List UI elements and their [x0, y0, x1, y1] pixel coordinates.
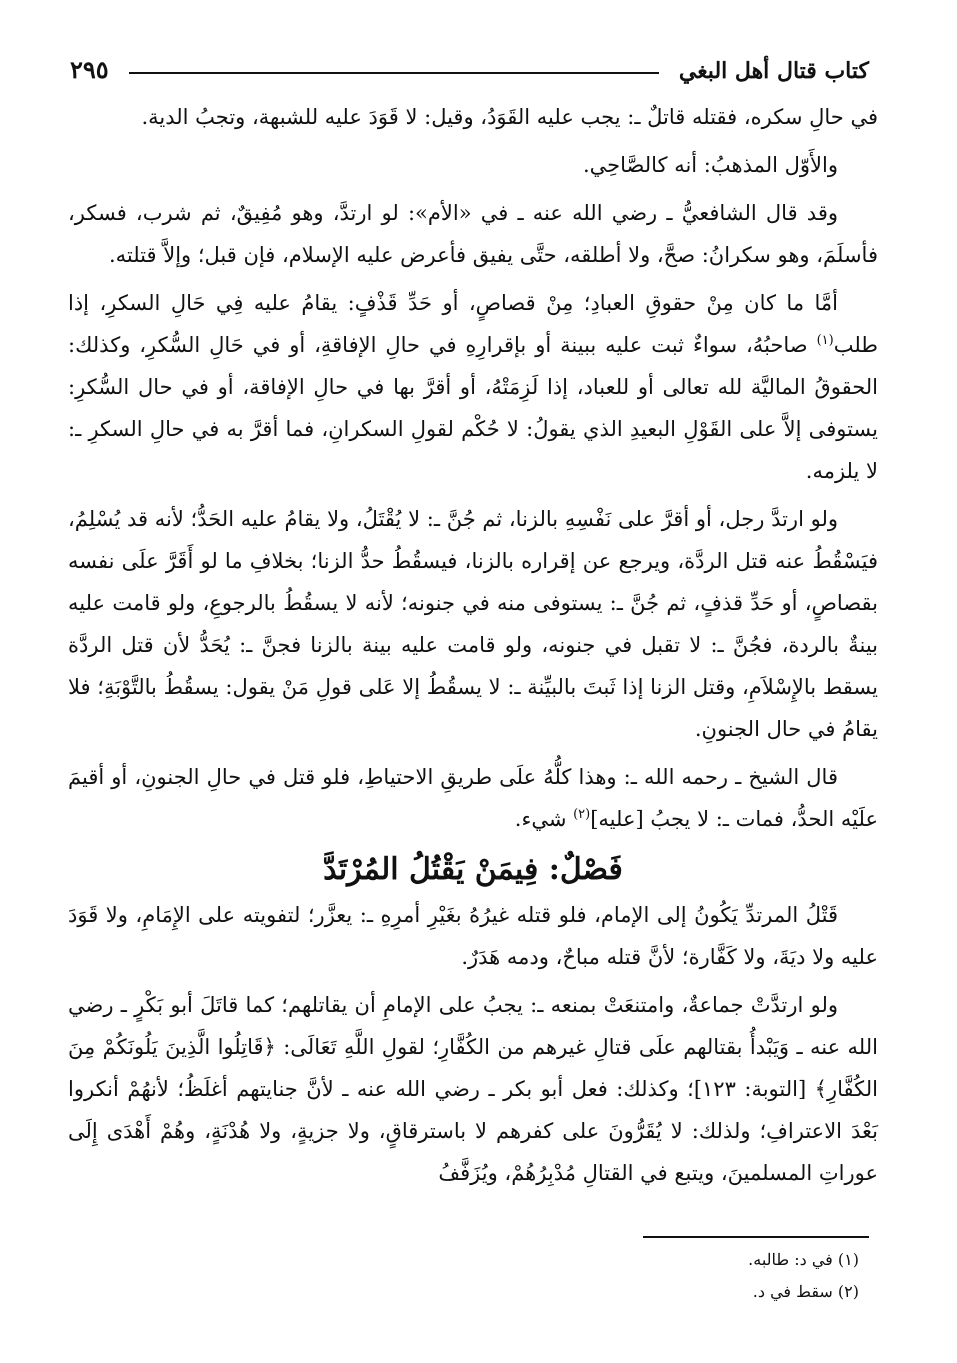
- footnotes: [99, 1244, 859, 1308]
- paragraph-5: ولو ارتدَّ رجل، أو أقرَّ على نَفْسِهِ بالزنا، ثم جُنَّ ـ: لا يُقْتَلُ، ولا يقامُ عليه الحَدُّ؛ لأنه قد يُسْلِمُ، فيَسْقُطُ عنه قتل الردَّة، ويرجع عن إقراره بالزنا، فيسقُطُ حدُّ الزنا؛ بخلافِ ما لو أَقَرَّ علَى نفسه بقصاصٍ، أو حَدِّ قذفٍ، ثم جُنَّ ـ: يستوفى منه في جنونه؛ لأنه لا يسقُطُ بالرجوعِ، ولو قامت عليه بينةٌ بالردة، فجُنَّ ـ: لا تقبل في جنونه، ولو قامت عليه بينة بالزنا فجنَّ ـ: يُحَدُّ لأن قتل الردَّة يسقط بالإِسْلاَمِ، وقتل الزنا إذا ثَبتَ بالبيِّنة ـ: لا يسقُطُ إلا عَلى قولِ مَنْ يقول: يسقُطُ بالتَّوْبَةِ؛ فلا يقامُ في حال الجنونِ.: [68, 507, 879, 741]
- footnote-rule: [643, 1236, 869, 1238]
- footnote-2: (٢) سقط في د.: [752, 1282, 859, 1301]
- paragraph-8: ولو ارتدَّتْ جماعةٌ، وامتنعَتْ بمنعه ـ: يجبُ على الإمامِ أن يقاتلهم؛ كما قاتَلَ أبو بَكْرٍ ـ رضي الله عنه ـ وَيَبْدأُ بقتالهم علَى قتالِ غيرهم من الكُفَّارِ؛ لقولِ اللَّهِ تَعَالَى: ﴿قَاتِلُوا الَّذِينَ يَلُونَكُمْ مِنَ الكُفَّارِ﴾ [التوبة: ١٢٣]؛ وكذلك: فعل أبو بكر ـ رضي الله عنه ـ لأنَّ جنايتهم أغلَظُ؛ لأنهُمْ أنكروا بَعْدَ الاعترافِ؛ ولذلك: لا يُقَرُّونَ على كفرهم لا باسترقاقٍ، ولا جزيةٍ، ولا هُدْنَةٍ، وهُمْ أَهْدَى إِلَى عوراتِ المسلمينَ، ويتبع في القتالِ مُدْبِرُهُمْ، ويُزَفَّفُ: [68, 993, 878, 1185]
- book-title: كتاب قتال أهل البغي: [678, 58, 869, 84]
- paragraph-6: [68, 756, 878, 840]
- main-text: [68, 96, 878, 1200]
- footnote-1: (١) في د: طالبه.: [748, 1250, 859, 1269]
- paragraph-3: وقد قال الشافعيُّ ـ رضي الله عنه ـ في «الأم»: لو ارتدَّ، وهو مُفِيقٌ، ثم شرب، فسكر، فأسلَمَ، وهو سكرانُ: صحَّ، ولا أطلقه، حتَّى يفيق فأعرض عليه الإسلام، فإن قبل؛ وإلاَّ قتلته.: [68, 201, 878, 267]
- paragraph-4: [68, 282, 878, 492]
- running-header: [70, 44, 869, 84]
- footnote-ref-2: (٢): [573, 807, 591, 822]
- footnote-ref-1: (١): [816, 333, 834, 348]
- paragraph-4-part-a: أمَّا ما كان مِنْ حقوقِ العبادِ؛ مِنْ قصاصٍ، أو حَدِّ قَذْفٍ: يقامُ عليه فِي حَالِ السكرِ، إذا طلب: [68, 291, 878, 357]
- header-rule: [129, 72, 659, 74]
- paragraph-2: والأَوّل المذهبُ: أنه كالصَّاحِي.: [582, 153, 838, 177]
- paragraph-6-part-b: شيء.: [514, 807, 574, 831]
- paragraph-7: قَتْلُ المرتدِّ يَكُونُ إلى الإمام، فلو قتله غيرُهُ بغَيْرِ أمرِهِ ـ: يعزَّر؛ لتفويته على الإِمَامِ، ولا قَوَدَ عليه ولا ديَةَ، ولا كَفَّارة؛ لأنَّ قتله مباحٌ، ودمه هَدَرٌ.: [68, 903, 878, 969]
- page-number: ٢٩٥: [70, 55, 109, 84]
- section-heading: فَصْلٌ: فِيمَنْ يَقْتُلُ المُرْتَدَّ: [323, 852, 623, 887]
- paragraph-1: في حالِ سكره، فقتله قاتلٌ ـ: يجب عليه القَوَدُ، وقيل: لا قَوَدَ عليه للشبهة، وتجبُ الدية.: [141, 105, 878, 129]
- paragraph-4-part-b: صاحبُهُ، سواءٌ ثبت عليه ببينة أو بإقرارِهِ في حالِ الإفاقةِ، أو في حَالِ السُّكرِ، وكذلك: الحقوقُ الماليَّة لله تعالى أو للعباد، إذا لَزِمَتْهُ، أو أقرَّ بها في حالِ الإفاقة، أو في حال السُّكرِ: يستوفى إلاَّ على القَوْلِ البعيدِ الذي يقولُ: لا حُكْم لقولِ السكرانِ، فما أقرَّ به في حالِ السكرِ ـ: لا يلزمه.: [68, 333, 878, 483]
- paragraph-6-part-a: قال الشيخ ـ رحمه الله ـ: وهذا كلُّهُ علَى طريقِ الاحتياطِ، فلو قتل في حالِ الجنونِ، أو أقيمَ علَيْه الحدُّ، فمات ـ: لا يجبُ [عليه]: [68, 765, 878, 831]
